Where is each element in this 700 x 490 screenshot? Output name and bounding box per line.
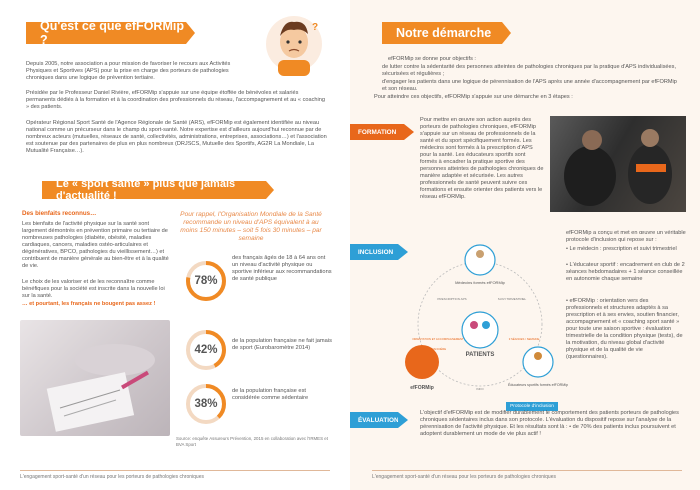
sport-sante-banner: Le « sport santé » plus que jamais d'actualité !: [42, 181, 266, 199]
diagram-educateurs-label: Éducateurs sportifs formés efFORMip: [507, 383, 569, 387]
stat-value-3: 38%: [194, 398, 218, 410]
objectives-intro: efFORMip se donne pour objectifs :: [388, 56, 476, 62]
diagram-aide-label: AIDE FINANCIÈRE: [421, 347, 447, 351]
inclusion-protocol-diagram: [400, 232, 569, 408]
intro-paragraph-2: Présidée par le Professeur Daniel Rivière, efFORMip s'appuie sur une équipe étoffée de bénévoles et salariés permanents dédiés à la formation et à la coordination des professionnels du réseau, l'accompagnement et au « coaching » des patients.: [26, 90, 325, 110]
diagram-medecins-label: Médecins formés efFORMip: [455, 280, 505, 285]
intro-paragraph-1: Depuis 2005, notre association a pour mission de favoriser le recours aux Activités Physiques et Sportives (APS) pour la prise en charge des porteurs de pathologies chroniques dans une logique de prévention tertiaire.: [26, 61, 231, 81]
evaluation-text: L'objectif d'efFORMip est de modifier durablement le comportement des patients porteurs de pathologies chroniques sédentaires inclus dans son protocole. L'évaluation du dispositif repose sur l'analyse de la pérennisation de l'activité physique. Et les résultats sont là : • de 70% des patients inclus poursuivent et adoptent durablement un mode de vie plus actif !: [420, 410, 679, 437]
evaluation-tag: ÉVALUATION: [350, 412, 398, 428]
right-footer: L'engagement sport-santé d'un réseau pour les porteurs de pathologies chroniques: [372, 470, 682, 480]
benefits-heading: Des bienfaits reconnus…: [22, 210, 97, 217]
left-title-banner: Qu'est ce que efFORMip ?: [26, 22, 186, 44]
right-title-banner: Notre démarche: [382, 22, 502, 44]
benefits-text: Les bienfaits de l'activité physique sur la santé sont largement démontrés en prévention primaire ou tertiaire de nombreuses pathologies (diabète, obésité, maladies cardiaques, cancers, maladies ostéo-articulaires et dégénératives, BPCO, pathologies du vieillissement…) et contribuent de manière générale au bien-être et à la qualité de vie.: [22, 221, 169, 269]
intro-paragraph-3: Opérateur Régional Sport Santé de l'Agence Régionale de Santé (ARS), efFORMip est également identifiée au niveau national comme un précurseur dans le champ du sport-santé. Notre expertise est d'ailleurs aujourd'hui reconnue par de nombreux acteurs (mutuelles, réseaux de santé, collectivités, administrations, entreprises, associations…) et l'association est soutenue par des partenaires de plus en plus nombreux (DRJSCS, Mutuelle des Sportifs, AG2R La Mondiale, La Mutualité Française…).: [26, 120, 327, 154]
diagram-seances-label: 3 SÉANCES / SEMAINE: [508, 337, 540, 341]
diagram-patients-label: PATIENTS: [465, 352, 495, 358]
diagram-orientation-label: ORIENTATION ET ACCOMPAGNEMENT: [412, 337, 464, 341]
formation-tag: FORMATION: [350, 124, 404, 140]
thinking-man-icon: [262, 14, 326, 76]
objective-bullet-1: de lutter contre la sédentarité des personnes atteintes de pathologies chroniques par la pratique d'APS individualisées, sécurisées et régulières ;: [382, 64, 676, 77]
oms-recommendation: Pour rappel, l'Organisation Mondiale de la Santé recommande un niveau d'APS équivalent à au moins 150 minutes – soit 5 fois 30 minutes – par semaine: [180, 211, 322, 242]
stat-text-1: des français âgés de 18 à 64 ans ont un niveau d'activité physique ou sportive inférieur aux recommandations de santé publique: [232, 255, 332, 282]
left-footer: L'engagement sport-santé d'un réseau pour les porteurs de pathologies chroniques: [20, 470, 330, 480]
benefits-text-2: Le choix de les valoriser et de les reconnaître comme bénéfiques pour la société est inscrite dans la nouvelle loi sur la santé.: [22, 279, 165, 299]
benefits-conclusion: … et pourtant, les français ne bougent pas assez !: [22, 301, 156, 307]
doctor-prescription-photo: [20, 320, 170, 436]
diagram-efformip-label: efFORMip: [410, 385, 434, 391]
diagram-info-label: INFO: [476, 387, 484, 391]
stat-value-2: 42%: [194, 344, 218, 356]
stat-text-2: de la population française ne fait jamais de sport (Eurobaromètre 2014): [232, 338, 332, 351]
diagram-suivi-label: SUIVI TRIMESTRIEL: [497, 297, 527, 301]
inclusion-tag: INCLUSION: [350, 244, 398, 260]
diagram-prescription-label: PRESCRIPTION APS: [437, 297, 467, 301]
inclusion-item-efformip: • efFORMip : orientation vers des professionnels et structures adaptés à sa prescription et à ses envies, soutien financier, accompagnement et « coaching sport santé » pour toute une saison sportive : évaluation trimestrielle de la condition physique (tests), de la motivation, du niveau global d'activité physique et de la qualité de vie (questionnaires).: [566, 298, 683, 360]
coach-training-photo: [550, 116, 686, 212]
inclusion-text: efFORMip a conçu et met en œuvre un véritable protocole d'inclusion qui repose sur :: [566, 230, 686, 243]
stat-text-3: de la population française est considérée comme sédentaire: [232, 388, 309, 401]
stats-source: Source: enquête Assureurs Prévention, 2015 en collaboration avec l'IRMES et BVA Sport: [176, 436, 328, 447]
inclusion-item-educateur: • L'éducateur sportif : encadrement en club de 2 séances hebdomadaires + 1 séance conseillée en autonomie chaque semaine: [566, 262, 685, 282]
stat-value-1: 78%: [194, 275, 218, 287]
formation-text: Pour mettre en œuvre son action auprès des porteurs de pathologies chroniques, efFORMip s'appuie sur un réseau de professionnels de la santé et du sport spécifiquement formés. Les médecins sont formés à la prescription d'APS pour la santé. Les éducateurs sportifs sont formés à encadrer la pratique sportive des personnes atteintes de pathologies chroniques de manière adaptée et sécurisée. Les autres professionnels de santé peuvent suivre ces formations et ensuite orienter des patients vers le réseau efFORMip.: [420, 117, 544, 200]
objectives-intro-2: Pour atteindre ces objectifs, efFORMip s'appuie sur une démarche en 3 étapes :: [374, 94, 573, 100]
objective-bullet-2: d'engager les patients dans une logique de pérennisation de l'APS après une année d'accompagnement par efFORMip et son réseau.: [382, 79, 677, 92]
svg-text:?: ?: [312, 22, 319, 33]
inclusion-item-medecin: • Le médecin : prescription et suivi trimestriel: [566, 246, 677, 252]
protocol-inclusion-label: Protocole d'inclusion: [506, 402, 558, 411]
